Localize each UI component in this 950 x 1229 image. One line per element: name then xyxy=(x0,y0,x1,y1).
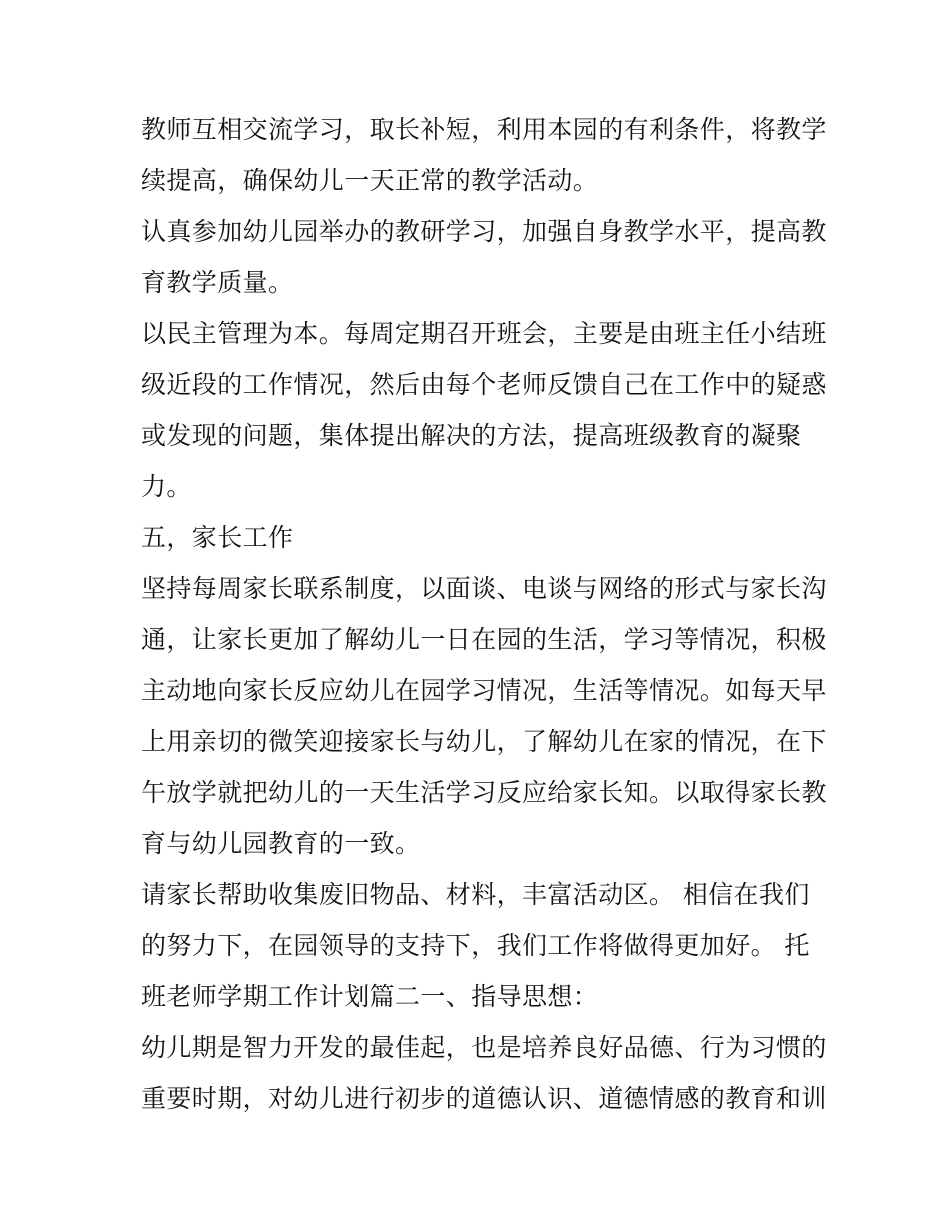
text-line: 班老师学期工作计划篇二一、指导思想： xyxy=(141,982,599,1011)
text-line: 力。 xyxy=(141,472,192,501)
text-line: 幼儿期是智力开发的最佳起，也是培养良好品德、行为习惯的 xyxy=(141,1033,827,1062)
text-line: 坚持每周家长联系制度，以面谈、电谈与网络的形式与家长沟 xyxy=(141,574,827,603)
text-line: 或发现的问题，集体提出解决的方法，提高班级教育的凝聚 xyxy=(141,421,802,450)
text-line: 主动地向家长反应幼儿在园学习情况，生活等情况。如每天早 xyxy=(141,676,827,705)
text-line: 通，让家长更加了解幼儿一日在园的生活，学习等情况，积极 xyxy=(141,625,827,654)
document-body xyxy=(141,104,827,1124)
text-line: 育教学质量。 xyxy=(141,268,294,297)
text-line: 级近段的工作情况，然后由每个老师反馈自己在工作中的疑惑 xyxy=(141,370,827,399)
text-line: 以民主管理为本。每周定期召开班会，主要是由班主任小结班 xyxy=(141,319,827,348)
text-line: 的努力下，在园领导的支持下，我们工作将做得更加好。 托 xyxy=(141,931,810,960)
text-line: 续提高，确保幼儿一天正常的教学活动。 xyxy=(141,166,599,195)
text-line: 认真参加幼儿园举办的教研学习，加强自身教学水平，提高教 xyxy=(141,217,827,246)
text-line: 教师互相交流学习，取长补短，利用本园的有利条件，将教学 xyxy=(141,115,827,144)
text-line: 上用亲切的微笑迎接家长与幼儿，了解幼儿在家的情况，在下 xyxy=(141,727,827,756)
text-line: 育与幼儿园教育的一致。 xyxy=(141,829,421,858)
text-line: 请家长帮助收集废旧物品、材料，丰富活动区。 相信在我们 xyxy=(141,880,810,909)
text-line: 午放学就把幼儿的一天生活学习反应给家长知。以取得家长教 xyxy=(141,778,827,807)
section-heading: 五，家长工作 xyxy=(141,523,294,552)
text-line: 重要时期，对幼儿进行初步的道德认识、道德情感的教育和训 xyxy=(141,1084,827,1113)
